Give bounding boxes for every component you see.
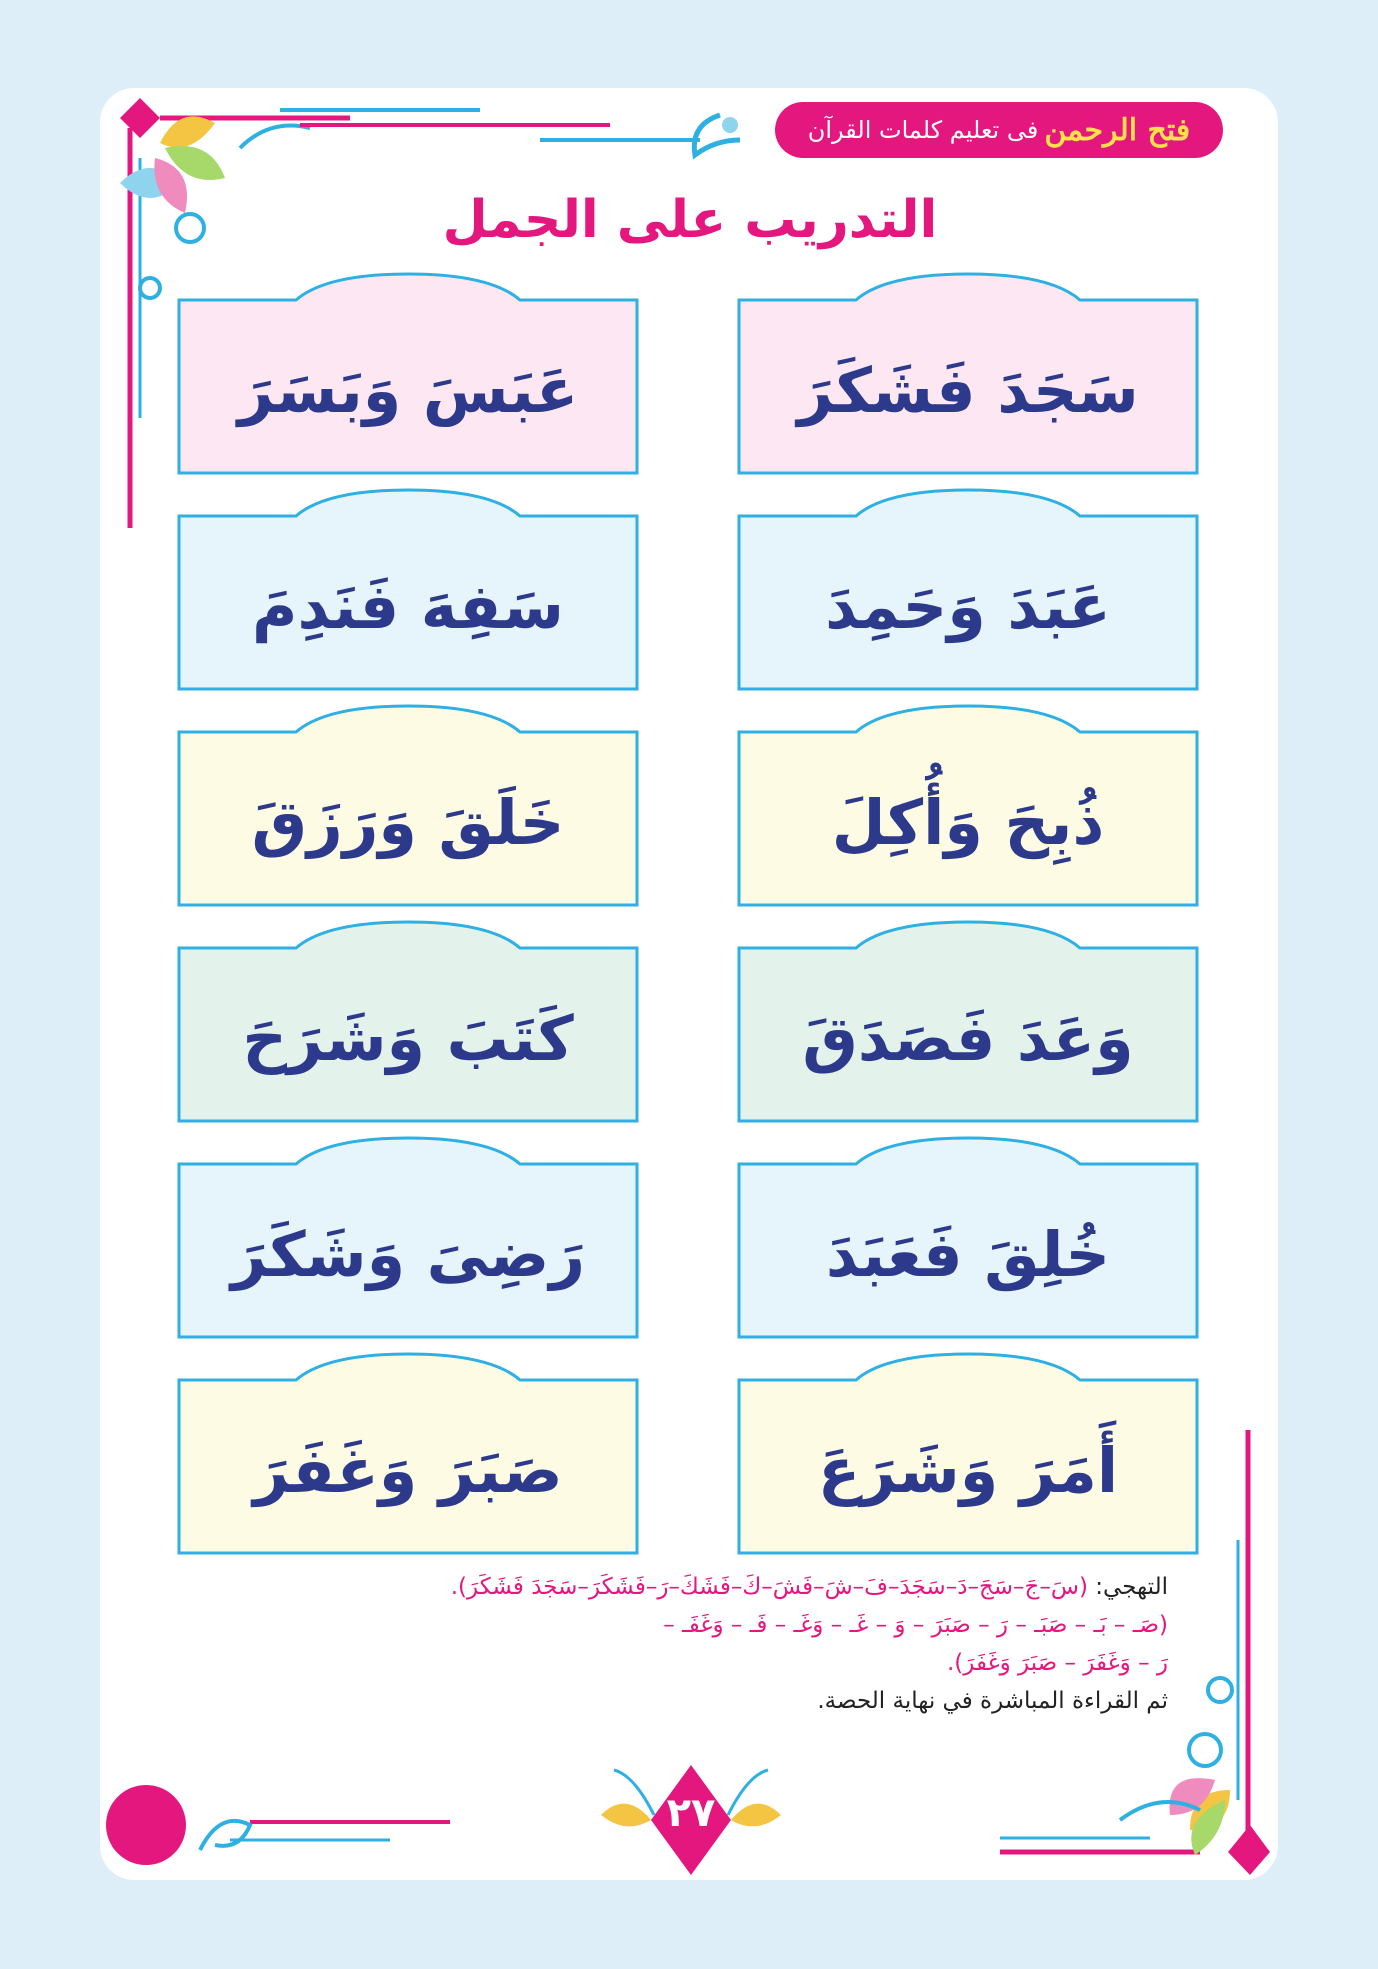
notes-spelling-1: (سَ–جَ–سَجَ–دَ–سَجَدَ–فَ–شَ–فَشَ–كَ–فَشَكَ–رَ–فَشَكَرَ–سَجَدَ فَشَكَرَ). (450, 1574, 1088, 1600)
header-subtitle: فى تعليم كلمات القرآن (807, 116, 1039, 144)
bottom-left-swirl (190, 1800, 460, 1870)
sentence-text: وَعَدَ فَصَدَقَ (802, 1001, 1134, 1075)
sentence-card (176, 508, 640, 690)
notes-line-3: رَ – وَغَفَرَ – صَبَرَ وَغَفَرَ). (946, 1650, 1168, 1676)
sentence-card (176, 1156, 640, 1338)
sentence-text: عَبَدَ وَحَمِدَ (825, 569, 1111, 643)
page-number-badge (596, 1760, 786, 1880)
sentence-text: سَجَدَ فَشَكَرَ (797, 353, 1139, 427)
sentence-text: ذُبِحَ وَأُكِلَ (831, 785, 1105, 859)
notes-label: التهجي: (1095, 1574, 1168, 1600)
sentence-card (736, 1156, 1200, 1338)
notes-line-2: (صَـ – بَـ – صَبَـ – رَ – صَبَرَ – وَ – غَـ – وَغَـ – فَـ – وَغَفَـ – (663, 1612, 1168, 1638)
sentence-card (736, 508, 1200, 690)
header-brand: فتح الرحمن (1044, 112, 1191, 148)
sentence-text: كَتَبَ وَشَرَحَ (242, 1001, 574, 1075)
notes-line-4: ثم القراءة المباشرة في نهاية الحصة. (817, 1688, 1168, 1714)
sentence-card (176, 292, 640, 474)
corner-ornament-bottom-right (1000, 1420, 1290, 1880)
sentence-text: خُلِقَ فَعَبَدَ (825, 1217, 1111, 1291)
sentence-text: سَفِهَ فَنَدِمَ (252, 569, 564, 643)
page-title: التدريب على الجمل (442, 190, 938, 250)
sentence-card (176, 940, 640, 1122)
corner-dot (106, 1785, 186, 1865)
sentence-text: عَبَسَ وَبَسَرَ (237, 353, 579, 427)
sentence-text: خَلَقَ وَرَزَقَ (251, 785, 565, 859)
header-banner (775, 102, 1223, 158)
sentence-card (176, 724, 640, 906)
sentence-card (176, 1372, 640, 1554)
sentence-text: أَمَرَ وَشَرَعَ (817, 1433, 1119, 1507)
header-ribbon-lines (280, 95, 780, 175)
sentence-card (736, 292, 1200, 474)
sentence-card (736, 940, 1200, 1122)
sentence-text: صَبَرَ وَغَفَرَ (253, 1433, 563, 1507)
sentence-text: رَضِىَ وَشَكَرَ (230, 1217, 586, 1291)
page-number: ٢٧ (666, 1790, 716, 1836)
sentence-card (736, 724, 1200, 906)
